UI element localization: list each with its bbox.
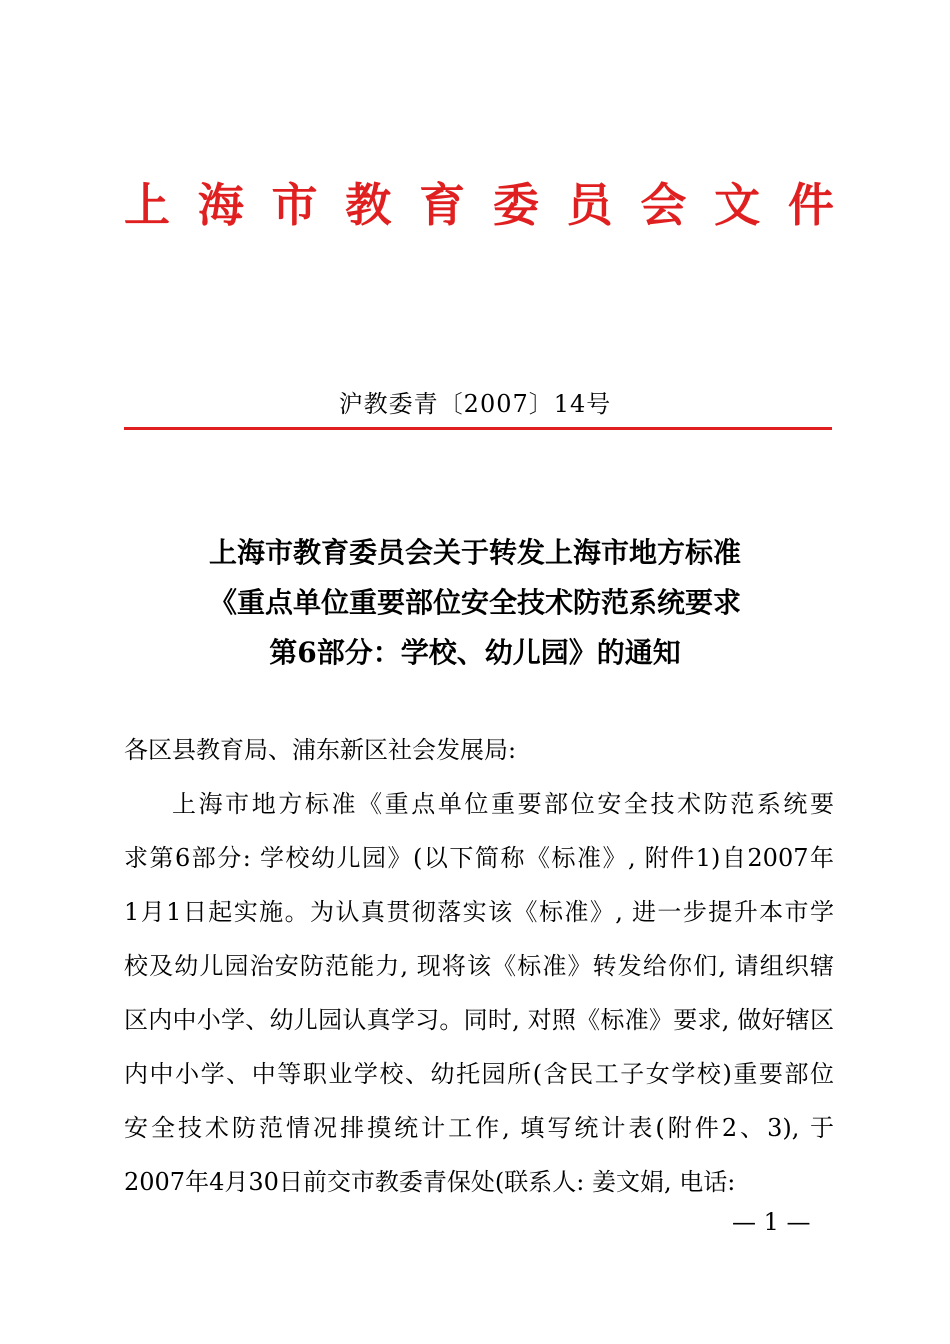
org-title-char: 委 [492,178,539,232]
body-line: 内中小学、中等职业学校、幼托园所(含民工子女学校)重要部位 [124,1060,834,1088]
document-title [0,528,950,678]
body-line: 安全技术防范情况排摸统计工作, 填写统计表(附件2、3), 于 [124,1114,834,1142]
title-line: 《重点单位重要部位安全技术防范系统要求 [208,586,741,619]
page-number: — 1 — [732,1208,811,1236]
title-line: 第6部分：学校、幼儿园》的通知 [269,636,681,669]
org-title-char: 育 [419,178,466,232]
org-title-char: 上 [124,178,170,232]
org-title-char: 会 [640,178,687,232]
org-title-char: 件 [787,178,834,232]
document-org-header [124,172,834,232]
body-line: 1月1日起实施。为认真贯彻落实该《标准》, 进一步提升本市学 [124,898,834,926]
body-line: 求第6部分: 学校幼儿园》(以下简称《标准》, 附件1)自2007年 [124,844,834,872]
body-line: 2007年4月30日前交市教委青保处(联系人: 姜文娟, 电话: [124,1168,736,1196]
document-number: 沪教委青〔2007〕14号 [338,390,612,418]
body-line: 校及幼儿园治安防范能力, 现将该《标准》转发给你们, 请组织辖 [124,952,834,980]
body-line: 上海市地方标准《重点单位重要部位安全技术防范系统要 [172,790,834,818]
org-title-char: 市 [271,178,318,232]
red-divider-line [124,427,832,430]
salutation: 各区县教育局、浦东新区社会发展局: [124,736,517,764]
org-title-char: 教 [345,178,392,232]
body-paragraph [124,784,834,1216]
org-title-char: 员 [566,178,613,232]
body-line: 区内中小学、幼儿园认真学习。同时, 对照《标准》要求, 做好辖区 [124,1006,834,1034]
org-title-char: 文 [714,178,761,232]
org-title-char: 海 [197,178,244,232]
title-line: 上海市教育委员会关于转发上海市地方标准 [208,536,741,569]
